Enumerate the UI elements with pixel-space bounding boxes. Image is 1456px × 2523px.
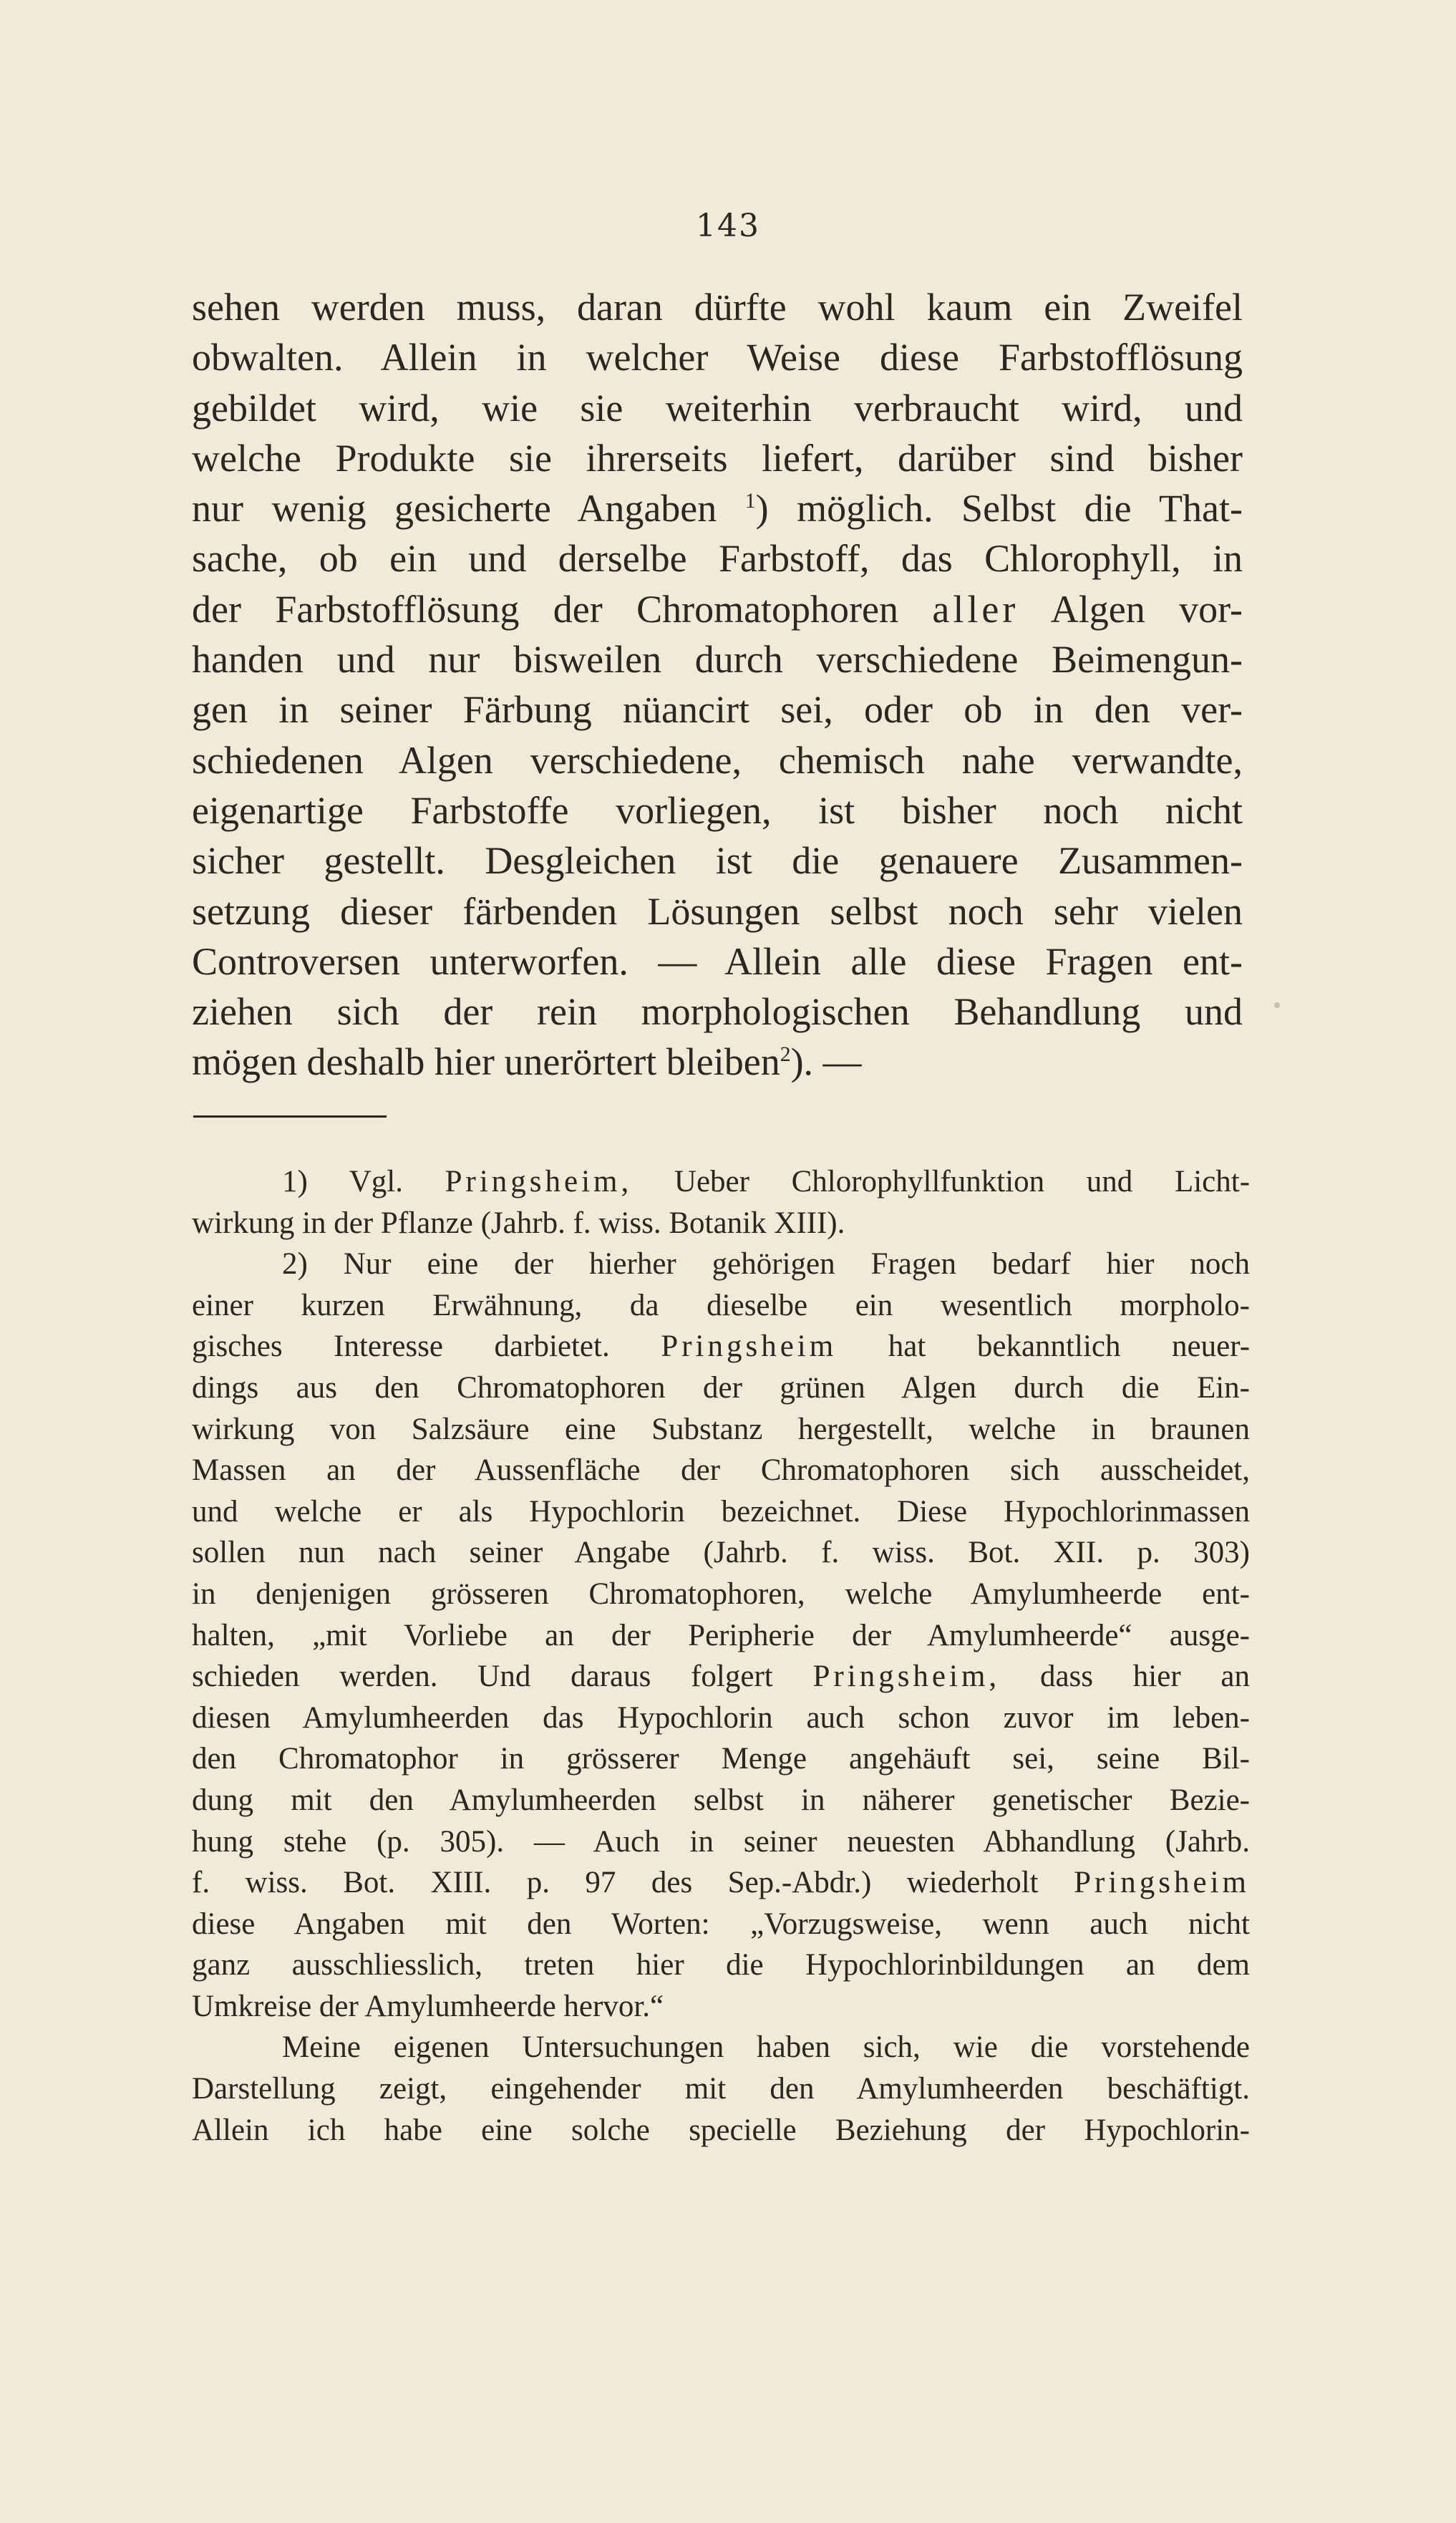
footnote-marker-2: 2	[780, 1043, 791, 1067]
spaced-author-name: Pringsheim,	[445, 1165, 633, 1198]
footnote-line: 1) Vgl. Pringsheim, Ueber Chlorophyllfunktion und Licht-	[282, 1165, 1251, 1198]
footnote-line: gisches Interesse darbietet. Pringsheim hat bekanntlich neuer-	[192, 1330, 1251, 1364]
footnote-line: wirkung in der Pflanze (Jahrb. f. wiss. Botanik XIII).	[192, 1206, 845, 1240]
footnote-line: in denjenigen grösseren Chromatophoren, welche Amylumheerde ent-	[192, 1577, 1250, 1611]
footnote-line: diesen Amylumheerden das Hypochlorin auch schon zuvor im leben-	[192, 1700, 1250, 1735]
footnote-line: sollen nun nach seiner Angabe (Jahrb. f. wiss. Bot. XII. p. 303)	[192, 1536, 1250, 1570]
footnote-line: dings aus den Chromatophoren der grünen Algen durch die Ein-	[192, 1370, 1250, 1405]
footnote-line: einer kurzen Erwähnung, da dieselbe ein wesentlich morpholo-	[192, 1288, 1250, 1322]
footnote-marker-1: 1	[744, 490, 756, 513]
body-line: sicher gestellt. Desgleichen ist die genauere Zusammen-	[192, 839, 1243, 883]
footnote-line: halten, „mit Vorliebe an der Peripherie der Amylumheerde“ ausge-	[192, 1618, 1250, 1652]
paper-speck	[1274, 1002, 1280, 1008]
spaced-author-name: Pringsheim	[661, 1330, 838, 1364]
body-line: handen und nur bisweilen durch verschiedene Beimengun-	[192, 638, 1243, 682]
body-line: mögen deshalb hier unerörtert bleiben$^2$). —	[192, 1040, 862, 1084]
page-number: 143	[696, 208, 760, 244]
body-text	[192, 282, 1243, 1088]
footnote-line: Allein ich habe eine solche specielle Beziehung der Hypochlorin-	[192, 2113, 1250, 2147]
footnote-line: dung mit den Amylumheerden selbst in näherer genetischer Bezie-	[192, 1783, 1250, 1817]
body-line: gebildet wird, wie sie weiterhin verbraucht wird, und	[192, 386, 1243, 430]
spaced-emphasis: aller	[932, 587, 1019, 631]
body-line: nur wenig gesicherte Angaben $^1$) möglich. Selbst die That-	[192, 487, 1243, 531]
footnote-line: hung stehe (p. 305). — Auch in seiner neuesten Abhandlung (Jahrb.	[192, 1824, 1250, 1859]
footnote-line: ganz ausschliesslich, treten hier die Hypochlorinbildungen an dem	[192, 1948, 1250, 1982]
body-line: gen in seiner Färbung nüancirt sei, oder ob in den ver-	[192, 688, 1243, 732]
footnote-line: den Chromatophor in grösserer Menge angehäuft sei, seine Bil-	[192, 1742, 1250, 1776]
spaced-author-name: Pringsheim,	[812, 1660, 1001, 1694]
body-line: welche Produkte sie ihrerseits liefert, darüber sind bisher	[192, 436, 1243, 480]
body-line: obwalten. Allein in welcher Weise diese Farbstofflösung	[192, 336, 1243, 379]
body-line: setzung dieser färbenden Lösungen selbst noch sehr vielen	[192, 889, 1243, 933]
footnote-line: schieden werden. Und daraus folgert Pringsheim, dass hier an	[192, 1660, 1250, 1694]
footnote-line: Darstellung zeigt, eingehender mit den Amylumheerden beschäftigt.	[192, 2072, 1250, 2106]
footnote-line: Meine eigenen Untersuchungen haben sich, wie die vorstehende	[282, 2030, 1250, 2065]
footnote-line: diese Angaben mit den Worten: „Vorzugsweise, wenn auch nicht	[192, 1907, 1250, 1941]
footnote-line: wirkung von Salzsäure eine Substanz hergestellt, welche in braunen	[192, 1412, 1250, 1446]
footnote-line: Massen an der Aussenfläche der Chromatophoren sich ausscheidet,	[192, 1453, 1250, 1488]
body-line: eigenartige Farbstoffe vorliegen, ist bisher noch nicht	[192, 788, 1243, 832]
body-line: schiedenen Algen verschiedene, chemisch nahe verwandte,	[192, 738, 1243, 782]
spaced-author-name: Pringsheim	[1074, 1866, 1250, 1900]
footnote-line: f. wiss. Bot. XIII. p. 97 des Sep.-Abdr.) wiederholt Pringsheim	[192, 1866, 1250, 1900]
footnote-line: 2) Nur eine der hierher gehörigen Fragen bedarf hier noch	[282, 1247, 1250, 1282]
footnote-line: und welche er als Hypochlorin bezeichnet. Diese Hypochlorinmassen	[192, 1494, 1250, 1529]
footnote-line: Umkreise der Amylumheerde hervor.“	[192, 1989, 664, 2023]
body-line: der Farbstofflösung der Chromatophoren aller Algen vor-	[192, 587, 1243, 631]
footnotes	[192, 1161, 1250, 2151]
body-line: sache, ob ein und derselbe Farbstoff, das Chlorophyll, in	[192, 537, 1243, 581]
footnote-divider	[193, 1115, 387, 1118]
body-line: sehen werden muss, daran dürfte wohl kaum ein Zweifel	[192, 286, 1243, 329]
body-line: Controversen unterworfen. — Allein alle diese Fragen ent-	[192, 939, 1243, 983]
body-line: ziehen sich der rein morphologischen Behandlung und	[192, 990, 1243, 1034]
